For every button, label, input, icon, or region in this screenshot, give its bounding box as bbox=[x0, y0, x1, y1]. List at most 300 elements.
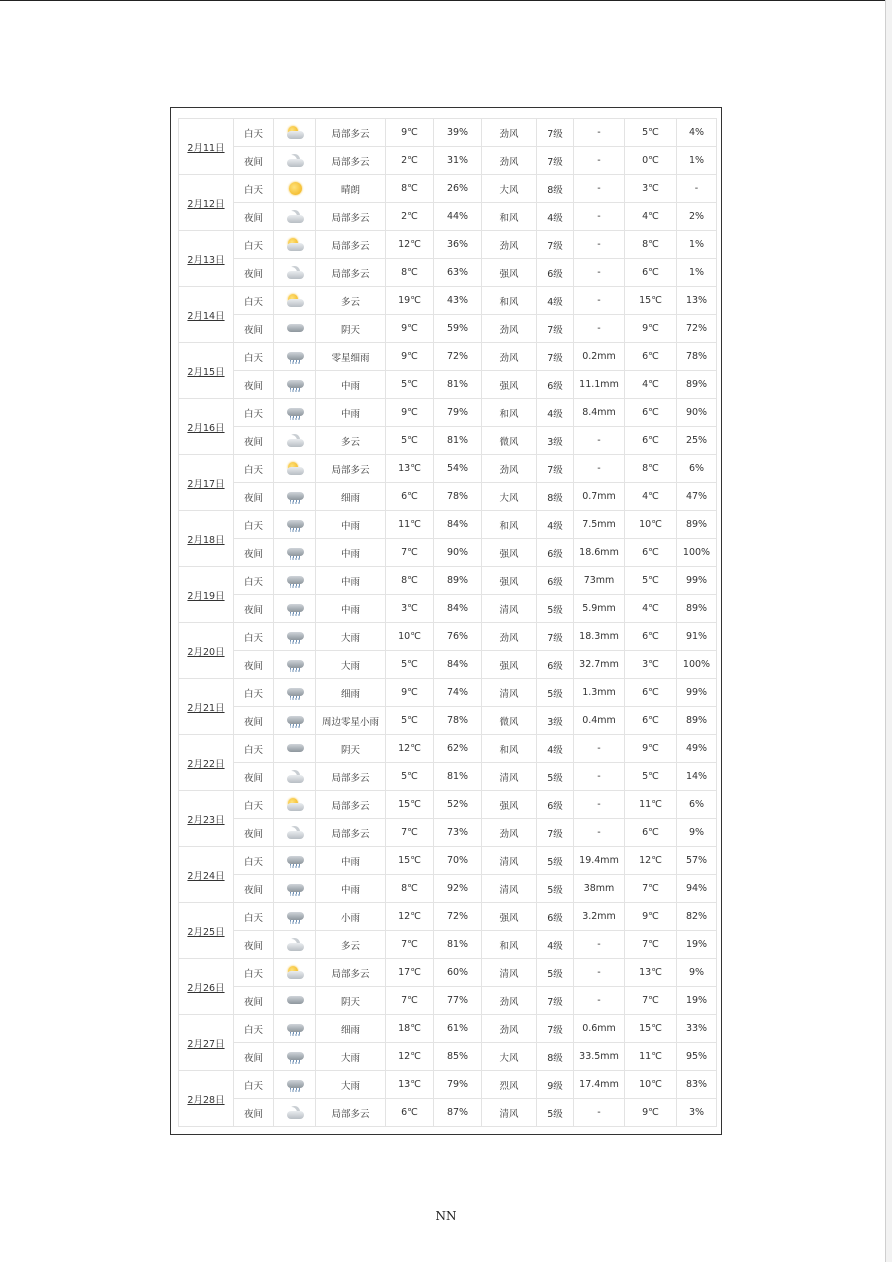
weather-icon-cell bbox=[274, 875, 316, 903]
humidity-cell: 31% bbox=[434, 147, 482, 175]
weather-icon-cell bbox=[274, 287, 316, 315]
wind-level-cell: 6级 bbox=[537, 903, 574, 931]
wind-level-cell: 4级 bbox=[537, 203, 574, 231]
feels-like-cell: 13℃ bbox=[625, 959, 677, 987]
table-row bbox=[179, 343, 717, 371]
precipitation-cell: 17.4mm bbox=[574, 1071, 625, 1099]
precipitation-cell: - bbox=[574, 1099, 625, 1127]
temperature-cell: 12℃ bbox=[386, 231, 434, 259]
date-cell[interactable]: 2月15日 bbox=[179, 343, 234, 399]
table-row bbox=[179, 1099, 717, 1127]
table-row bbox=[179, 1043, 717, 1071]
probability-cell: 89% bbox=[677, 511, 717, 539]
weather-condition-cell: 局部多云 bbox=[316, 455, 386, 483]
weather-icon-cell bbox=[274, 987, 316, 1015]
rain-icon bbox=[285, 602, 305, 616]
precipitation-cell: - bbox=[574, 735, 625, 763]
table-row bbox=[179, 763, 717, 791]
wind-level-cell: 8级 bbox=[537, 483, 574, 511]
temperature-cell: 5℃ bbox=[386, 371, 434, 399]
wind-cell: 劲风 bbox=[482, 147, 537, 175]
temperature-cell: 7℃ bbox=[386, 539, 434, 567]
wind-cell: 烈风 bbox=[482, 1071, 537, 1099]
partly-cloudy-day-icon bbox=[285, 126, 305, 140]
weather-icon-cell bbox=[274, 959, 316, 987]
probability-cell: 89% bbox=[677, 371, 717, 399]
period-cell: 夜间 bbox=[234, 203, 274, 231]
probability-cell: 89% bbox=[677, 707, 717, 735]
precipitation-cell: 19.4mm bbox=[574, 847, 625, 875]
wind-cell: 清风 bbox=[482, 679, 537, 707]
table-row bbox=[179, 483, 717, 511]
precipitation-cell: - bbox=[574, 763, 625, 791]
probability-cell: 13% bbox=[677, 287, 717, 315]
period-cell: 白天 bbox=[234, 343, 274, 371]
feels-like-cell: 6℃ bbox=[625, 539, 677, 567]
precipitation-cell: - bbox=[574, 987, 625, 1015]
humidity-cell: 63% bbox=[434, 259, 482, 287]
table-row bbox=[179, 287, 717, 315]
table-row bbox=[179, 735, 717, 763]
humidity-cell: 87% bbox=[434, 1099, 482, 1127]
temperature-cell: 8℃ bbox=[386, 259, 434, 287]
probability-cell: 47% bbox=[677, 483, 717, 511]
humidity-cell: 77% bbox=[434, 987, 482, 1015]
weather-icon-cell bbox=[274, 259, 316, 287]
feels-like-cell: 0℃ bbox=[625, 147, 677, 175]
table-row bbox=[179, 1015, 717, 1043]
feels-like-cell: 7℃ bbox=[625, 931, 677, 959]
partly-cloudy-day-icon bbox=[285, 798, 305, 812]
wind-level-cell: 3级 bbox=[537, 427, 574, 455]
date-cell[interactable]: 2月23日 bbox=[179, 791, 234, 847]
table-row bbox=[179, 679, 717, 707]
wind-cell: 大风 bbox=[482, 483, 537, 511]
rain-icon bbox=[285, 882, 305, 896]
wind-cell: 和风 bbox=[482, 203, 537, 231]
temperature-cell: 9℃ bbox=[386, 315, 434, 343]
temperature-cell: 15℃ bbox=[386, 791, 434, 819]
period-cell: 白天 bbox=[234, 959, 274, 987]
wind-level-cell: 6级 bbox=[537, 259, 574, 287]
period-cell: 白天 bbox=[234, 735, 274, 763]
feels-like-cell: 6℃ bbox=[625, 707, 677, 735]
rain-icon bbox=[285, 686, 305, 700]
partly-cloudy-night-icon bbox=[285, 770, 305, 784]
feels-like-cell: 9℃ bbox=[625, 315, 677, 343]
weather-condition-cell: 中雨 bbox=[316, 847, 386, 875]
precipitation-cell: - bbox=[574, 287, 625, 315]
wind-level-cell: 5级 bbox=[537, 763, 574, 791]
date-cell[interactable]: 2月20日 bbox=[179, 623, 234, 679]
humidity-cell: 79% bbox=[434, 399, 482, 427]
weather-condition-cell: 细雨 bbox=[316, 1015, 386, 1043]
feels-like-cell: 6℃ bbox=[625, 819, 677, 847]
date-cell[interactable]: 2月16日 bbox=[179, 399, 234, 455]
date-cell[interactable]: 2月18日 bbox=[179, 511, 234, 567]
humidity-cell: 59% bbox=[434, 315, 482, 343]
feels-like-cell: 6℃ bbox=[625, 679, 677, 707]
wind-level-cell: 4级 bbox=[537, 399, 574, 427]
feels-like-cell: 7℃ bbox=[625, 987, 677, 1015]
humidity-cell: 74% bbox=[434, 679, 482, 707]
table-row bbox=[179, 623, 717, 651]
period-cell: 白天 bbox=[234, 119, 274, 147]
date-cell[interactable]: 2月24日 bbox=[179, 847, 234, 903]
date-cell[interactable]: 2月11日 bbox=[179, 119, 234, 175]
table-row bbox=[179, 371, 717, 399]
weather-condition-cell: 多云 bbox=[316, 931, 386, 959]
table-row bbox=[179, 903, 717, 931]
weather-condition-cell: 细雨 bbox=[316, 679, 386, 707]
period-cell: 白天 bbox=[234, 623, 274, 651]
feels-like-cell: 4℃ bbox=[625, 595, 677, 623]
date-cell[interactable]: 2月21日 bbox=[179, 679, 234, 735]
table-row bbox=[179, 539, 717, 567]
rain-icon bbox=[285, 546, 305, 560]
weather-condition-cell: 局部多云 bbox=[316, 791, 386, 819]
weather-condition-cell: 大雨 bbox=[316, 623, 386, 651]
temperature-cell: 8℃ bbox=[386, 567, 434, 595]
partly-cloudy-night-icon bbox=[285, 154, 305, 168]
probability-cell: 49% bbox=[677, 735, 717, 763]
weather-condition-cell: 中雨 bbox=[316, 511, 386, 539]
wind-cell: 和风 bbox=[482, 511, 537, 539]
weather-icon-cell bbox=[274, 371, 316, 399]
humidity-cell: 62% bbox=[434, 735, 482, 763]
wind-cell: 和风 bbox=[482, 287, 537, 315]
date-cell[interactable]: 2月22日 bbox=[179, 735, 234, 791]
wind-level-cell: 7级 bbox=[537, 987, 574, 1015]
weather-icon-cell bbox=[274, 315, 316, 343]
feels-like-cell: 9℃ bbox=[625, 903, 677, 931]
feels-like-cell: 8℃ bbox=[625, 455, 677, 483]
probability-cell: 1% bbox=[677, 259, 717, 287]
wind-cell: 劲风 bbox=[482, 119, 537, 147]
period-cell: 夜间 bbox=[234, 931, 274, 959]
temperature-cell: 7℃ bbox=[386, 987, 434, 1015]
table-row bbox=[179, 595, 717, 623]
wind-cell: 强风 bbox=[482, 791, 537, 819]
period-cell: 白天 bbox=[234, 231, 274, 259]
table-row bbox=[179, 399, 717, 427]
probability-cell: 89% bbox=[677, 595, 717, 623]
precipitation-cell: - bbox=[574, 175, 625, 203]
weather-table-frame bbox=[170, 107, 722, 1135]
rain-icon bbox=[285, 630, 305, 644]
wind-cell: 劲风 bbox=[482, 819, 537, 847]
weather-condition-cell: 细雨 bbox=[316, 483, 386, 511]
date-cell[interactable]: 2月25日 bbox=[179, 903, 234, 959]
weather-icon-cell bbox=[274, 539, 316, 567]
wind-cell: 强风 bbox=[482, 539, 537, 567]
table-row bbox=[179, 315, 717, 343]
humidity-cell: 81% bbox=[434, 427, 482, 455]
probability-cell: 4% bbox=[677, 119, 717, 147]
date-cell[interactable]: 2月17日 bbox=[179, 455, 234, 511]
wind-level-cell: 4级 bbox=[537, 931, 574, 959]
humidity-cell: 78% bbox=[434, 483, 482, 511]
feels-like-cell: 12℃ bbox=[625, 847, 677, 875]
weather-condition-cell: 阴天 bbox=[316, 987, 386, 1015]
probability-cell: 19% bbox=[677, 987, 717, 1015]
temperature-cell: 12℃ bbox=[386, 735, 434, 763]
partly-cloudy-night-icon bbox=[285, 266, 305, 280]
probability-cell: 6% bbox=[677, 791, 717, 819]
probability-cell: 57% bbox=[677, 847, 717, 875]
precipitation-cell: 8.4mm bbox=[574, 399, 625, 427]
weather-icon-cell bbox=[274, 1071, 316, 1099]
table-row bbox=[179, 259, 717, 287]
precipitation-cell: 0.2mm bbox=[574, 343, 625, 371]
precipitation-cell: 7.5mm bbox=[574, 511, 625, 539]
date-cell[interactable]: 2月27日 bbox=[179, 1015, 234, 1071]
weather-condition-cell: 中雨 bbox=[316, 567, 386, 595]
precipitation-cell: - bbox=[574, 119, 625, 147]
probability-cell: 9% bbox=[677, 819, 717, 847]
rain-icon bbox=[285, 1022, 305, 1036]
temperature-cell: 5℃ bbox=[386, 651, 434, 679]
wind-level-cell: 7级 bbox=[537, 119, 574, 147]
period-cell: 白天 bbox=[234, 511, 274, 539]
feels-like-cell: 4℃ bbox=[625, 371, 677, 399]
humidity-cell: 76% bbox=[434, 623, 482, 651]
table-row bbox=[179, 175, 717, 203]
probability-cell: 100% bbox=[677, 651, 717, 679]
humidity-cell: 36% bbox=[434, 231, 482, 259]
weather-icon-cell bbox=[274, 203, 316, 231]
humidity-cell: 39% bbox=[434, 119, 482, 147]
feels-like-cell: 10℃ bbox=[625, 511, 677, 539]
table-row bbox=[179, 651, 717, 679]
probability-cell: 90% bbox=[677, 399, 717, 427]
weather-icon-cell bbox=[274, 231, 316, 259]
precipitation-cell: 0.6mm bbox=[574, 1015, 625, 1043]
temperature-cell: 13℃ bbox=[386, 1071, 434, 1099]
wind-level-cell: 7级 bbox=[537, 455, 574, 483]
weather-condition-cell: 大雨 bbox=[316, 1071, 386, 1099]
period-cell: 夜间 bbox=[234, 1099, 274, 1127]
wind-cell: 劲风 bbox=[482, 455, 537, 483]
temperature-cell: 9℃ bbox=[386, 343, 434, 371]
weather-icon-cell bbox=[274, 399, 316, 427]
humidity-cell: 85% bbox=[434, 1043, 482, 1071]
table-row bbox=[179, 511, 717, 539]
period-cell: 白天 bbox=[234, 399, 274, 427]
table-row bbox=[179, 147, 717, 175]
probability-cell: 78% bbox=[677, 343, 717, 371]
period-cell: 白天 bbox=[234, 791, 274, 819]
date-cell[interactable]: 2月13日 bbox=[179, 231, 234, 287]
wind-level-cell: 4级 bbox=[537, 511, 574, 539]
weather-icon-cell bbox=[274, 903, 316, 931]
table-row bbox=[179, 455, 717, 483]
feels-like-cell: 3℃ bbox=[625, 651, 677, 679]
table-row bbox=[179, 119, 717, 147]
humidity-cell: 79% bbox=[434, 1071, 482, 1099]
weather-condition-cell: 大雨 bbox=[316, 651, 386, 679]
weather-icon-cell bbox=[274, 483, 316, 511]
wind-level-cell: 6级 bbox=[537, 567, 574, 595]
date-cell[interactable]: 2月12日 bbox=[179, 175, 234, 231]
wind-level-cell: 6级 bbox=[537, 651, 574, 679]
weather-icon-cell bbox=[274, 819, 316, 847]
temperature-cell: 7℃ bbox=[386, 931, 434, 959]
probability-cell: 99% bbox=[677, 679, 717, 707]
feels-like-cell: 6℃ bbox=[625, 343, 677, 371]
table-row bbox=[179, 1071, 717, 1099]
wind-level-cell: 7级 bbox=[537, 819, 574, 847]
humidity-cell: 73% bbox=[434, 819, 482, 847]
weather-condition-cell: 阴天 bbox=[316, 315, 386, 343]
period-cell: 夜间 bbox=[234, 539, 274, 567]
partly-cloudy-night-icon bbox=[285, 938, 305, 952]
rain-icon bbox=[285, 518, 305, 532]
weather-icon-cell bbox=[274, 567, 316, 595]
humidity-cell: 26% bbox=[434, 175, 482, 203]
precipitation-cell: - bbox=[574, 231, 625, 259]
temperature-cell: 19℃ bbox=[386, 287, 434, 315]
temperature-cell: 11℃ bbox=[386, 511, 434, 539]
humidity-cell: 70% bbox=[434, 847, 482, 875]
period-cell: 夜间 bbox=[234, 707, 274, 735]
partly-cloudy-day-icon bbox=[285, 462, 305, 476]
table-row bbox=[179, 791, 717, 819]
humidity-cell: 84% bbox=[434, 651, 482, 679]
probability-cell: 95% bbox=[677, 1043, 717, 1071]
humidity-cell: 84% bbox=[434, 511, 482, 539]
period-cell: 夜间 bbox=[234, 147, 274, 175]
wind-cell: 劲风 bbox=[482, 1015, 537, 1043]
wind-cell: 大风 bbox=[482, 1043, 537, 1071]
partly-cloudy-night-icon bbox=[285, 1106, 305, 1120]
date-cell[interactable]: 2月26日 bbox=[179, 959, 234, 1015]
humidity-cell: 61% bbox=[434, 1015, 482, 1043]
humidity-cell: 52% bbox=[434, 791, 482, 819]
precipitation-cell: 11.1mm bbox=[574, 371, 625, 399]
weather-icon-cell bbox=[274, 147, 316, 175]
temperature-cell: 5℃ bbox=[386, 707, 434, 735]
probability-cell: 82% bbox=[677, 903, 717, 931]
humidity-cell: 89% bbox=[434, 567, 482, 595]
weather-icon-cell bbox=[274, 119, 316, 147]
humidity-cell: 72% bbox=[434, 903, 482, 931]
probability-cell: 33% bbox=[677, 1015, 717, 1043]
humidity-cell: 43% bbox=[434, 287, 482, 315]
wind-level-cell: 7级 bbox=[537, 231, 574, 259]
probability-cell: 100% bbox=[677, 539, 717, 567]
weather-icon-cell bbox=[274, 427, 316, 455]
probability-cell: 91% bbox=[677, 623, 717, 651]
date-cell[interactable]: 2月14日 bbox=[179, 287, 234, 343]
rain-icon bbox=[285, 490, 305, 504]
rain-icon bbox=[285, 406, 305, 420]
period-cell: 白天 bbox=[234, 679, 274, 707]
wind-cell: 清风 bbox=[482, 959, 537, 987]
wind-level-cell: 8级 bbox=[537, 175, 574, 203]
temperature-cell: 18℃ bbox=[386, 1015, 434, 1043]
weather-icon-cell bbox=[274, 707, 316, 735]
feels-like-cell: 10℃ bbox=[625, 1071, 677, 1099]
feels-like-cell: 5℃ bbox=[625, 567, 677, 595]
precipitation-cell: 73mm bbox=[574, 567, 625, 595]
feels-like-cell: 6℃ bbox=[625, 399, 677, 427]
partly-cloudy-night-icon bbox=[285, 210, 305, 224]
period-cell: 夜间 bbox=[234, 763, 274, 791]
weather-icon-cell bbox=[274, 343, 316, 371]
feels-like-cell: 8℃ bbox=[625, 231, 677, 259]
period-cell: 白天 bbox=[234, 287, 274, 315]
weather-icon-cell bbox=[274, 1099, 316, 1127]
humidity-cell: 72% bbox=[434, 343, 482, 371]
date-cell[interactable]: 2月19日 bbox=[179, 567, 234, 623]
wind-level-cell: 5级 bbox=[537, 1099, 574, 1127]
weather-condition-cell: 中雨 bbox=[316, 875, 386, 903]
rain-icon bbox=[285, 1078, 305, 1092]
temperature-cell: 8℃ bbox=[386, 175, 434, 203]
humidity-cell: 78% bbox=[434, 707, 482, 735]
temperature-cell: 2℃ bbox=[386, 147, 434, 175]
period-cell: 夜间 bbox=[234, 875, 274, 903]
temperature-cell: 17℃ bbox=[386, 959, 434, 987]
probability-cell: 25% bbox=[677, 427, 717, 455]
weather-icon-cell bbox=[274, 931, 316, 959]
probability-cell: 1% bbox=[677, 231, 717, 259]
weather-icon-cell bbox=[274, 623, 316, 651]
table-row bbox=[179, 231, 717, 259]
weather-condition-cell: 局部多云 bbox=[316, 259, 386, 287]
wind-level-cell: 7级 bbox=[537, 147, 574, 175]
period-cell: 夜间 bbox=[234, 987, 274, 1015]
humidity-cell: 84% bbox=[434, 595, 482, 623]
temperature-cell: 12℃ bbox=[386, 1043, 434, 1071]
date-cell[interactable]: 2月28日 bbox=[179, 1071, 234, 1127]
weather-icon-cell bbox=[274, 1015, 316, 1043]
temperature-cell: 5℃ bbox=[386, 427, 434, 455]
partly-cloudy-day-icon bbox=[285, 966, 305, 980]
right-border-line bbox=[885, 0, 886, 1262]
wind-level-cell: 5级 bbox=[537, 875, 574, 903]
wind-level-cell: 7级 bbox=[537, 1015, 574, 1043]
cloudy-icon bbox=[285, 994, 305, 1008]
rain-icon bbox=[285, 574, 305, 588]
wind-cell: 清风 bbox=[482, 847, 537, 875]
wind-cell: 清风 bbox=[482, 1099, 537, 1127]
cloudy-icon bbox=[285, 322, 305, 336]
temperature-cell: 6℃ bbox=[386, 1099, 434, 1127]
table-row bbox=[179, 819, 717, 847]
probability-cell: 83% bbox=[677, 1071, 717, 1099]
precipitation-cell: 0.7mm bbox=[574, 483, 625, 511]
table-row bbox=[179, 847, 717, 875]
period-cell: 夜间 bbox=[234, 315, 274, 343]
humidity-cell: 81% bbox=[434, 371, 482, 399]
feels-like-cell: 4℃ bbox=[625, 203, 677, 231]
wind-cell: 和风 bbox=[482, 735, 537, 763]
precipitation-cell: 0.4mm bbox=[574, 707, 625, 735]
humidity-cell: 54% bbox=[434, 455, 482, 483]
wind-level-cell: 6级 bbox=[537, 371, 574, 399]
rain-icon bbox=[285, 854, 305, 868]
feels-like-cell: 5℃ bbox=[625, 119, 677, 147]
temperature-cell: 9℃ bbox=[386, 679, 434, 707]
weather-condition-cell: 周边零星小雨 bbox=[316, 707, 386, 735]
feels-like-cell: 6℃ bbox=[625, 427, 677, 455]
wind-cell: 强风 bbox=[482, 259, 537, 287]
weather-icon-cell bbox=[274, 1043, 316, 1071]
temperature-cell: 6℃ bbox=[386, 483, 434, 511]
period-cell: 白天 bbox=[234, 175, 274, 203]
